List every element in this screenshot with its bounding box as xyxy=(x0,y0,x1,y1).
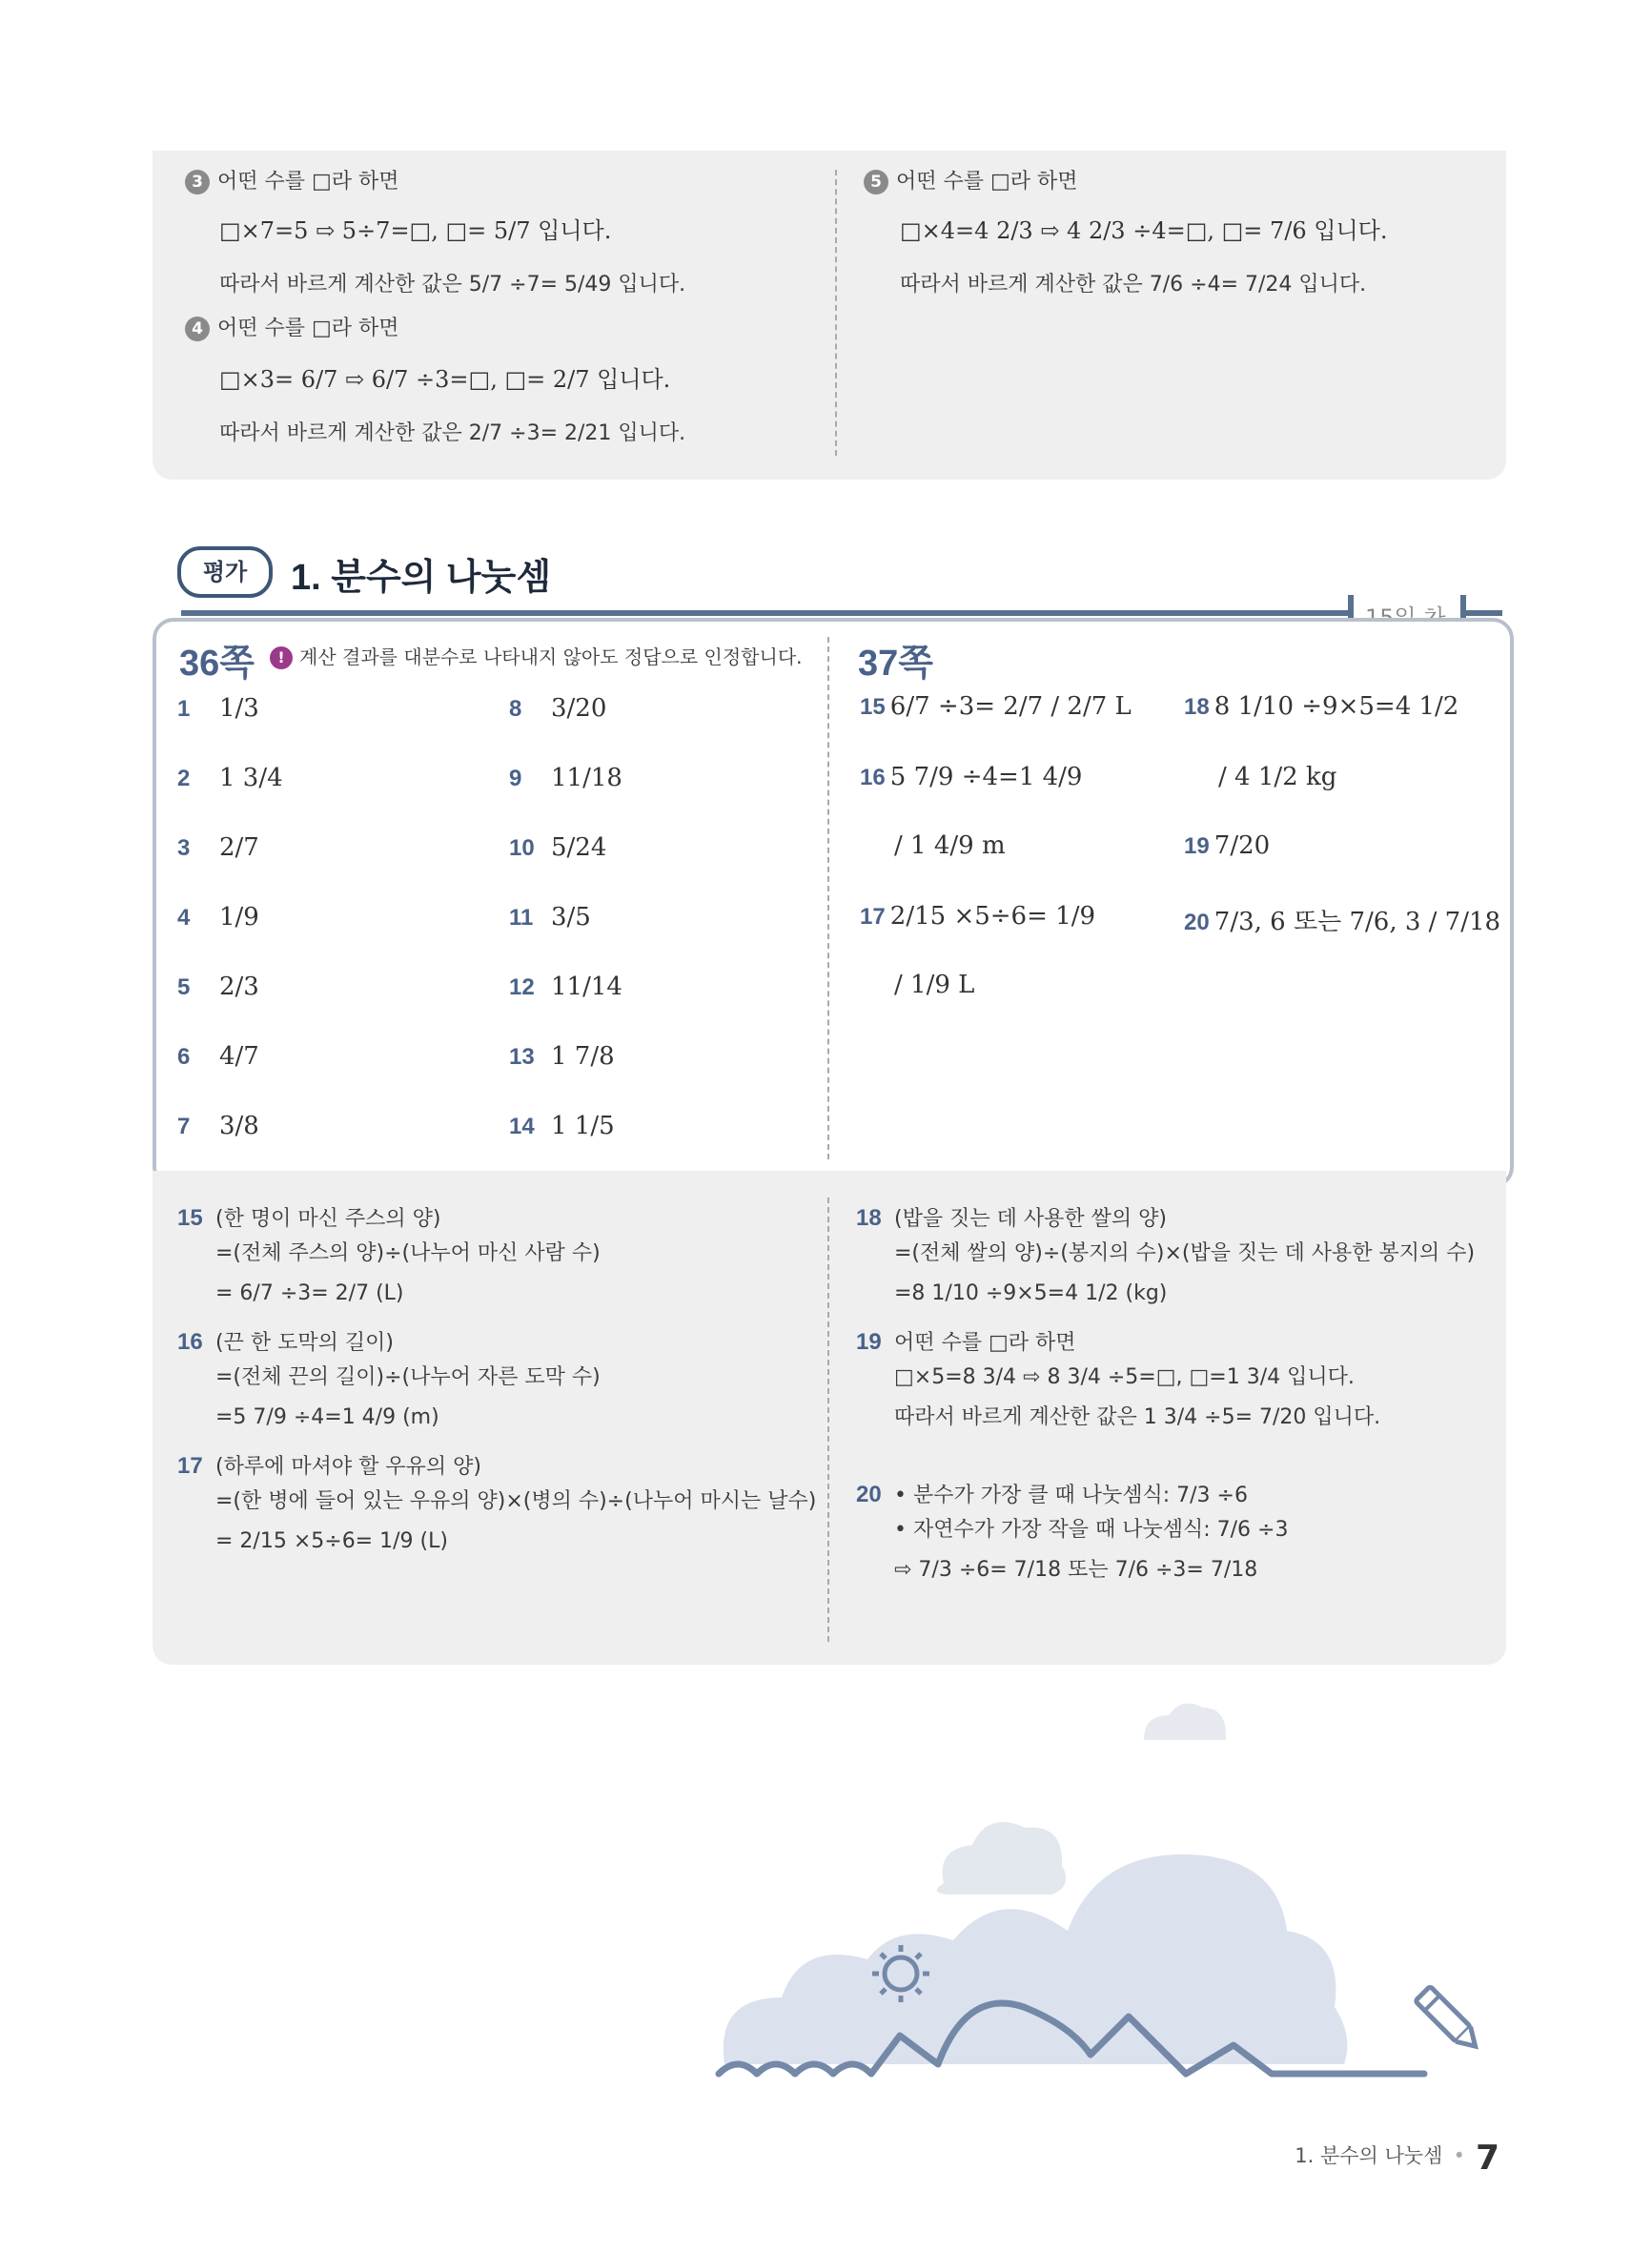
answer-number: 2 xyxy=(177,766,191,791)
answer-4 xyxy=(177,903,259,932)
explanation-line-1: (하루에 마셔야 할 우유의 양) xyxy=(215,1455,481,1479)
page37-label: 37쪽 xyxy=(858,644,933,684)
page36-note: 계산 결과를 대분수로 나타내지 않아도 정답으로 인정합니다. xyxy=(299,645,803,668)
explanation-line-1: (끈 한 도막의 길이) xyxy=(215,1331,394,1355)
answer-number: 11 xyxy=(509,905,534,931)
explanation-number: 17 xyxy=(177,1453,203,1479)
pencil-icon xyxy=(1416,1986,1483,2054)
answer-14 xyxy=(509,1112,615,1140)
answer-number: 20 xyxy=(1184,910,1210,935)
explanation-line-2: =(전체 끈의 길이)÷(나누어 자른 도막 수) xyxy=(215,1365,601,1389)
answer-19 xyxy=(1184,831,1270,860)
explanation-line-1: (한 명이 마신 주스의 양) xyxy=(215,1207,441,1231)
explanation-number: 18 xyxy=(856,1205,882,1231)
explanation-line-1: 어떤 수를 □라 하면 xyxy=(894,1331,1076,1355)
section-title: 1. 분수의 나눗셈 xyxy=(291,558,552,598)
header-bar-right xyxy=(1464,610,1502,616)
answer-value: 3/20 xyxy=(551,694,607,723)
item5-result: 따라서 바르게 계산한 값은 7/6 ÷4= 7/24 입니다. xyxy=(900,273,1367,297)
answer-number: 12 xyxy=(509,974,535,1000)
answer-number: 8 xyxy=(509,696,522,722)
item5-header: 5 어떤 수를 □라 하면 xyxy=(864,168,1078,196)
section-badge: 평가 xyxy=(177,546,273,598)
clouds-illustration xyxy=(705,1692,1525,2093)
answer-number: 17 xyxy=(860,904,886,930)
answer-value: 4/7 xyxy=(219,1042,259,1071)
answer-16 xyxy=(860,763,1082,791)
answer-18 xyxy=(1184,692,1458,721)
bottom-panel-divider xyxy=(827,1198,829,1642)
answer-17 xyxy=(860,902,1095,931)
explanation-number: 16 xyxy=(177,1329,203,1355)
item5-number-badge: 5 xyxy=(864,170,888,195)
answer-1 xyxy=(177,694,259,723)
explanation-line-1: (밥을 짓는 데 사용한 쌀의 양) xyxy=(894,1207,1167,1231)
answer-number: 16 xyxy=(860,765,886,790)
answer-20 xyxy=(1184,902,1500,937)
answer-16-unit: / 1 4/9 m xyxy=(894,831,1006,860)
top-panel-divider xyxy=(835,170,837,456)
answer-value: 1 7/8 xyxy=(551,1042,615,1071)
answer-15 xyxy=(860,692,1132,721)
answer-18-unit: / 4 1/2 kg xyxy=(1218,763,1337,791)
answer-number: 9 xyxy=(509,766,522,791)
answer-value: 6/7 ÷3= 2/7 / 2/7 L xyxy=(889,692,1132,721)
explanation-number: 20 xyxy=(856,1482,882,1507)
small-cloud-icon xyxy=(1144,1704,1226,1741)
answer-3 xyxy=(177,833,259,862)
answer-13 xyxy=(509,1042,615,1071)
item3-equation: □×7=5 ⇨ 5÷7=□, □= 5/7 입니다. xyxy=(219,217,612,244)
explanation-line-1: • 분수가 가장 클 때 나눗셈식: 7/3 ÷6 xyxy=(894,1484,1248,1507)
item4-number-badge: 4 xyxy=(185,317,210,341)
answer-value: 1/9 xyxy=(219,903,259,932)
answer-value: 3/8 xyxy=(219,1112,259,1140)
footer-page-number: 7 xyxy=(1475,2139,1499,2178)
footer-bullet: • xyxy=(1453,2144,1465,2167)
explanation-number: 15 xyxy=(177,1205,203,1231)
item3-result: 따라서 바르게 계산한 값은 5/7 ÷7= 5/49 입니다. xyxy=(219,273,686,297)
item4-result: 따라서 바르게 계산한 값은 2/7 ÷3= 2/21 입니다. xyxy=(219,421,686,445)
explanation-line-3: =5 7/9 ÷4=1 4/9 (m) xyxy=(215,1405,439,1429)
answer-11 xyxy=(509,903,591,932)
explanation-line-2: =(한 병에 들어 있는 우유의 양)×(병의 수)÷(나누어 마시는 날수) xyxy=(215,1489,817,1513)
explanation-line-2: □×5=8 3/4 ⇨ 8 3/4 ÷5=□, □=1 3/4 입니다. xyxy=(894,1365,1355,1389)
explanation-line-2: =(전체 쌀의 양)÷(봉지의 수)×(밥을 짓는 데 사용한 봉지의 수) xyxy=(894,1241,1476,1265)
answer-number: 6 xyxy=(177,1044,191,1070)
explanation-number: 19 xyxy=(856,1329,882,1355)
item4-equation: □×3= 6/7 ⇨ 6/7 ÷3=□, □= 2/7 입니다. xyxy=(219,366,671,393)
answer-7 xyxy=(177,1112,259,1140)
explanation-line-3: =8 1/10 ÷9×5=4 1/2 (kg) xyxy=(894,1281,1168,1305)
answer-value: 8 1/10 ÷9×5=4 1/2 xyxy=(1214,692,1459,721)
note-icon: ! xyxy=(270,646,293,669)
item3-number-badge: 3 xyxy=(185,170,210,195)
answer-value: 3/5 xyxy=(551,903,591,932)
medium-cloud-icon xyxy=(937,1822,1066,1895)
answer-number: 10 xyxy=(509,835,535,861)
answer-6 xyxy=(177,1042,259,1071)
answer-number: 14 xyxy=(509,1114,535,1139)
header-bar-left xyxy=(181,610,1352,616)
answer-5 xyxy=(177,973,259,1001)
explanation-line-3: = 6/7 ÷3= 2/7 (L) xyxy=(215,1281,404,1305)
answer-12 xyxy=(509,973,622,1001)
answer-number: 13 xyxy=(509,1044,535,1070)
answer-value: 1 3/4 xyxy=(219,764,283,792)
answer-value: 5/24 xyxy=(551,833,607,862)
answer-number: 18 xyxy=(1184,694,1210,720)
answer-number: 3 xyxy=(177,835,191,861)
answer-value: 1/3 xyxy=(219,694,259,723)
answer-number: 5 xyxy=(177,974,191,1000)
answer-value: 11/14 xyxy=(551,973,622,1001)
answer-9 xyxy=(509,764,622,792)
explanation-line-2: =(전체 주스의 양)÷(나누어 마신 사람 수) xyxy=(215,1241,601,1265)
page36-label: 36쪽 xyxy=(179,644,255,684)
answer-value: 2/3 xyxy=(219,973,259,1001)
answer-number: 7 xyxy=(177,1114,191,1139)
item4-header: 4 어떤 수를 □라 하면 xyxy=(185,315,399,343)
explanation-line-2: • 자연수가 가장 작을 때 나눗셈식: 7/6 ÷3 xyxy=(894,1518,1289,1542)
answer-frame-divider xyxy=(827,637,829,1159)
answer-number: 19 xyxy=(1184,833,1210,859)
explanation-line-3: = 2/15 ×5÷6= 1/9 (L) xyxy=(215,1529,448,1553)
item3-header: 3 어떤 수를 □라 하면 xyxy=(185,168,399,196)
explanation-line-3: ⇨ 7/3 ÷6= 7/18 또는 7/6 ÷3= 7/18 xyxy=(894,1558,1258,1582)
page-footer xyxy=(1295,2139,1499,2178)
footer-chapter: 1. 분수의 나눗셈 xyxy=(1295,2144,1443,2167)
answer-number: 1 xyxy=(177,696,191,722)
answer-2 xyxy=(177,764,283,792)
answer-value: 2/7 xyxy=(219,833,259,862)
answer-value: 1 1/5 xyxy=(551,1112,615,1140)
answer-number: 15 xyxy=(860,694,886,720)
item5-equation: □×4=4 2/3 ⇨ 4 2/3 ÷4=□, □= 7/6 입니다. xyxy=(900,217,1388,244)
answer-value: 2/15 ×5÷6= 1/9 xyxy=(889,902,1095,931)
answer-value: 7/3, 6 또는 7/6, 3 / 7/18 xyxy=(1214,908,1501,936)
answer-value: 11/18 xyxy=(551,764,622,792)
explanation-line-3: 따라서 바르게 계산한 값은 1 3/4 ÷5= 7/20 입니다. xyxy=(894,1405,1381,1429)
answer-8 xyxy=(509,694,606,723)
answer-10 xyxy=(509,833,606,862)
answer-value: 5 7/9 ÷4=1 4/9 xyxy=(889,763,1083,791)
answer-value: 7/20 xyxy=(1214,831,1271,860)
answer-17-unit: / 1/9 L xyxy=(894,971,975,999)
answer-number: 4 xyxy=(177,905,191,931)
